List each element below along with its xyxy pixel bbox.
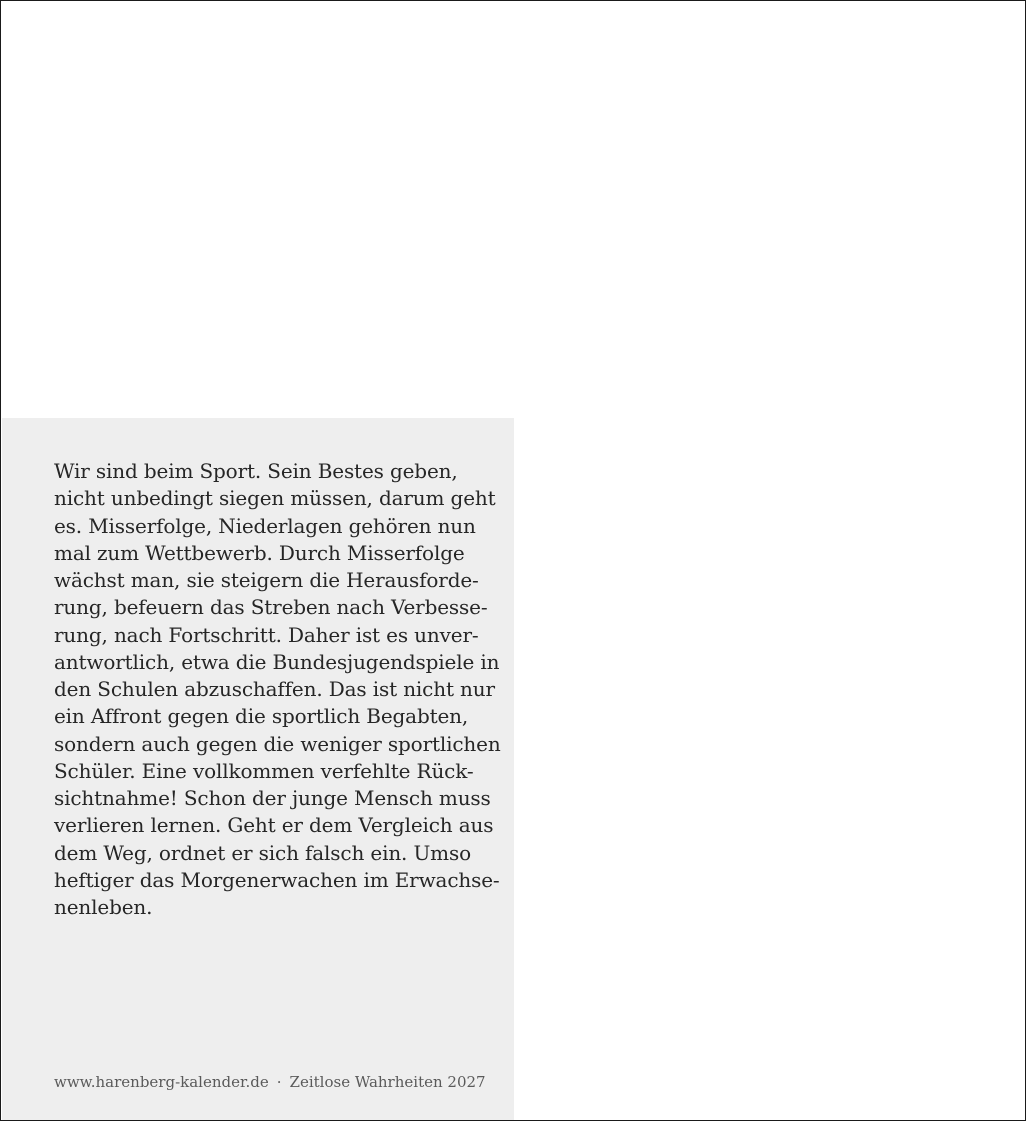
- footer-separator: ·: [276, 1073, 282, 1091]
- quote-line: rung, nach Fortschritt. Daher ist es unver-: [54, 622, 479, 647]
- quote-line: dem Weg, ordnet er sich falsch ein. Umso: [54, 840, 471, 865]
- quote-line: mal zum Wettbewerb. Durch Misserfolge: [54, 540, 465, 565]
- quote-line: nicht unbedingt siegen müssen, darum geht: [54, 486, 496, 511]
- footer-calendar-title: Zeitlose Wahrheiten 2027: [289, 1073, 486, 1091]
- quote-line: Schüler. Eine vollkommen verfehlte Rück-: [54, 758, 474, 783]
- quote-line: sichtnahme! Schon der junge Mensch muss: [54, 786, 491, 810]
- quote-panel: [2, 418, 514, 1121]
- quote-line: Wir sind beim Sport. Sein Bestes geben,: [54, 459, 458, 483]
- quote-line: heftiger das Morgenerwachen im Erwachse-: [54, 867, 500, 892]
- footer-website: www.harenberg-kalender.de: [54, 1073, 269, 1091]
- quote-line: nenleben.: [54, 895, 153, 919]
- quote-line: es. Misserfolge, Niederlagen gehören nun: [54, 513, 476, 538]
- quote-line: rung, befeuern das Streben nach Verbesse-: [54, 595, 488, 620]
- quote-text: [54, 458, 501, 921]
- quote-line: wächst man, sie steigern die Herausforde-: [54, 568, 479, 592]
- page-footer: [54, 1072, 486, 1092]
- quote-line: verlieren lernen. Geht er dem Vergleich aus: [54, 813, 494, 838]
- quote-line: sondern auch gegen die weniger sportlichen: [54, 731, 501, 756]
- quote-line: den Schulen abzuschaffen. Das ist nicht nur: [54, 677, 495, 701]
- quote-line: ein Affront gegen die sportlich Begabten,: [54, 704, 469, 729]
- quote-line: antwortlich, etwa die Bundesjugendspiele in: [54, 649, 500, 674]
